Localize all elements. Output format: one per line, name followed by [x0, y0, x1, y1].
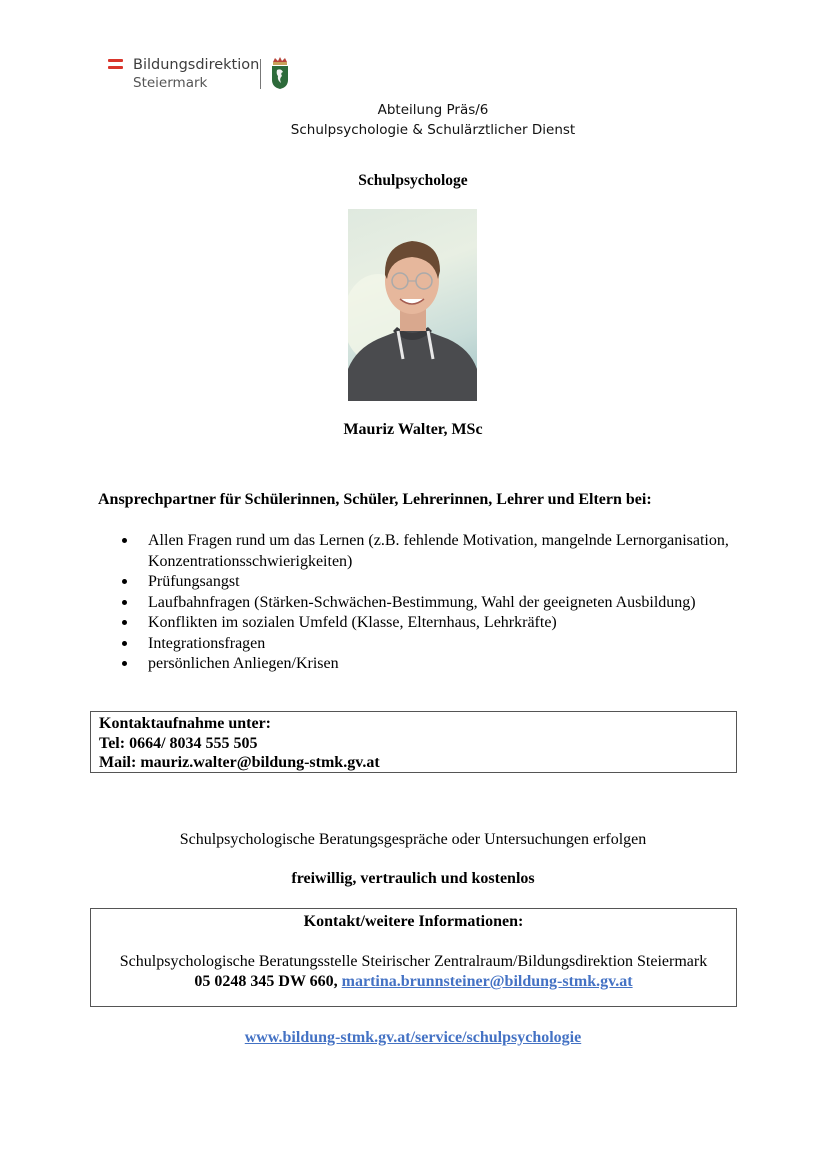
logo-divider [260, 59, 261, 89]
info-heading: Kontakt/weitere Informationen: [303, 913, 524, 930]
department-name: Abteilung Präs/6 [377, 102, 489, 118]
contact-heading: Kontaktaufnahme unter: [99, 715, 272, 732]
consultation-note: Schulpsychologische Beratungsgespräche oder Untersuchungen erfolgen [179, 831, 647, 848]
logo-line-1: Bildungsdirektion [133, 57, 260, 73]
list-item-text: Konflikten im sozialen Umfeld (Klasse, Elternhaus, Lehrkräfte) [148, 614, 557, 631]
list-item-text: Laufbahnfragen (Stärken-Schwächen-Bestimmung, Wahl der geeigneten Ausbildung) [148, 593, 696, 611]
info-organisation: Schulpsychologische Beratungsstelle Steirischer Zentralraum/Bildungsdirektion Steiermark [119, 953, 708, 970]
list-item-text: Integrationsfragen [148, 634, 266, 652]
logo-wordmark [133, 56, 259, 92]
website-line [0, 1029, 826, 1047]
services-list [122, 531, 742, 675]
list-item-text: Prüfungsangst [148, 573, 240, 590]
portrait-illustration [348, 209, 477, 401]
profile-photo [348, 209, 477, 401]
website-link[interactable]: www.bildung-stmk.gv.at/service/schulpsychologie [244, 1029, 582, 1046]
austria-flag-icon [108, 59, 123, 69]
list-item [122, 634, 742, 655]
list-item [122, 593, 742, 614]
contact-phone: Tel: 0664/ 8034 555 505 [99, 734, 258, 752]
list-item [122, 613, 742, 634]
styria-coat-of-arms-icon [270, 56, 290, 90]
list-item [122, 531, 742, 572]
bullet-icon [122, 600, 127, 605]
person-name: Mauriz Walter, MSc [343, 421, 483, 438]
info-email-link[interactable]: martina.brunnsteiner@bildung-stmk.gv.at [341, 973, 633, 990]
logo-line-2: Steiermark [133, 75, 208, 91]
contact-email: Mail: mauriz.walter@bildung-stmk.gv.at [99, 754, 380, 771]
list-item-text: persönlichen Anliegen/Krisen [148, 655, 339, 672]
bullet-icon [122, 579, 127, 584]
list-item [122, 572, 742, 593]
bullet-icon [122, 661, 127, 666]
services-intro: Ansprechpartner für Schülerinnen, Schüler, Lehrerinnen, Lehrer und Eltern bei: [98, 491, 652, 508]
list-item-text: Allen Fragen rund um das Lernen (z.B. fehlende Motivation, mangelnde Lernorganisation, Konzentrationsschwierigkeiten) [148, 532, 729, 570]
bullet-icon [122, 620, 127, 625]
consultation-terms: freiwillig, vertraulich und kostenlos [291, 870, 535, 887]
department-subtitle: Schulpsychologie & Schulärztlicher Dienst [290, 122, 576, 138]
list-item [122, 654, 742, 675]
bullet-icon [122, 538, 127, 543]
info-box [90, 908, 737, 1007]
info-contact-line [91, 972, 736, 992]
role-title: Schulpsychologe [358, 172, 468, 189]
bullet-icon [122, 641, 127, 646]
contact-box [90, 711, 737, 773]
info-phone: 05 0248 345 DW 660, [194, 973, 342, 990]
